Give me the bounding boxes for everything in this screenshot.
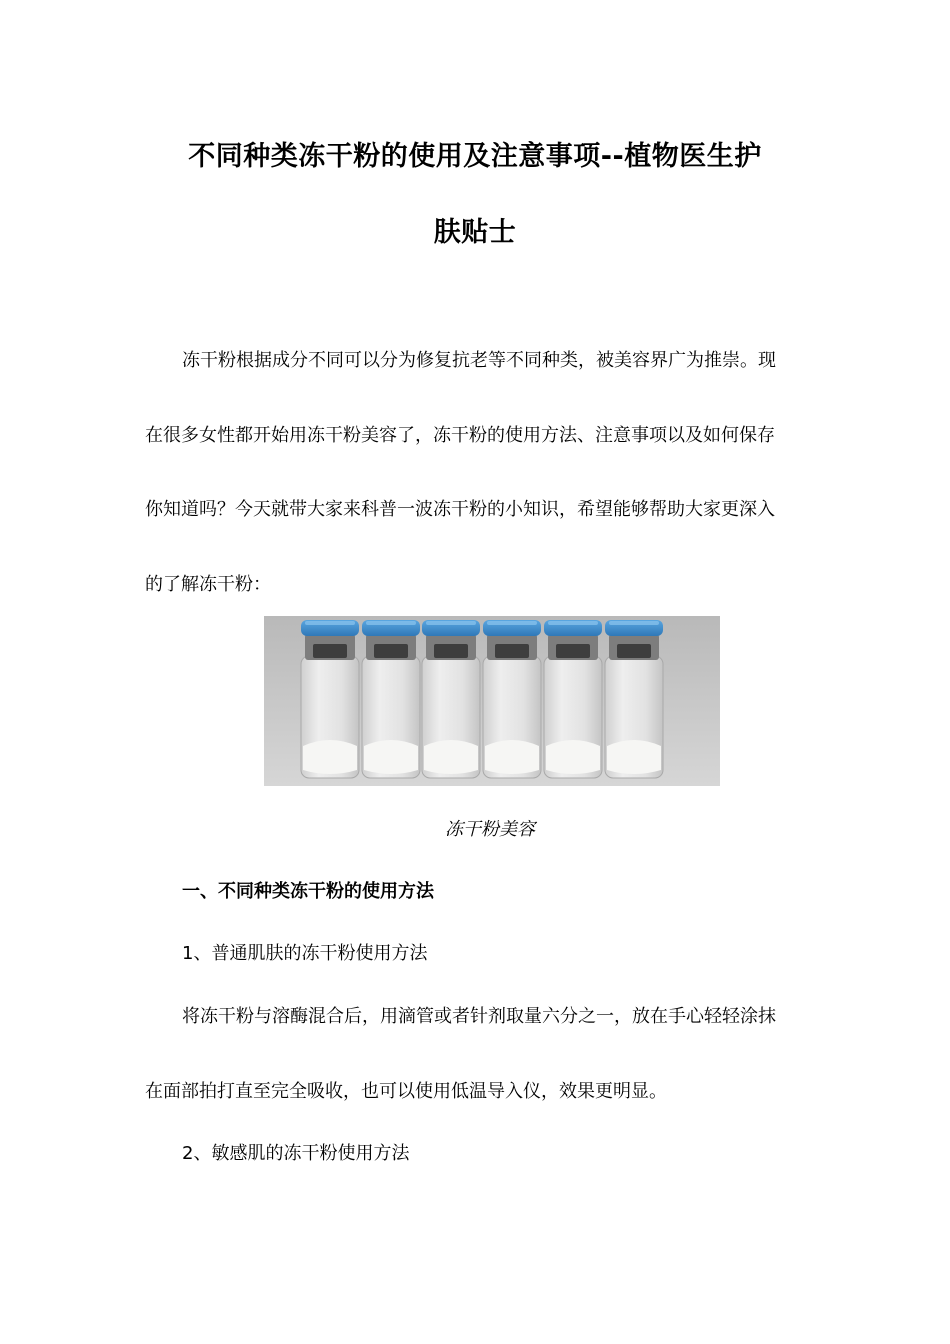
intro-line-1: 冻干粉根据成分不同可以分为修复抗老等不同种类，被美容界广为推崇。现 — [182, 350, 776, 371]
subsection-2-heading: 2、敏感肌的冻干粉使用方法 — [182, 1143, 410, 1164]
vial-1 — [301, 620, 359, 778]
document-title-line-2: 肤贴士 — [433, 217, 517, 248]
document-title-line-1: 不同种类冻干粉的使用及注意事项--植物医生护 — [188, 141, 762, 172]
intro-line-3: 你知道吗？今天就带大家来科普一波冻干粉的小知识，希望能够帮助大家更深入 — [145, 499, 775, 520]
intro-line-4: 的了解冻干粉： — [145, 574, 271, 595]
freeze-dried-powder-vials-photo — [264, 616, 720, 786]
subsection-1-heading: 1、普通肌肤的冻干粉使用方法 — [182, 943, 428, 964]
vial-3 — [422, 620, 480, 778]
image-caption: 冻干粉美容 — [445, 819, 535, 840]
section-1-heading: 一、不同种类冻干粉的使用方法 — [182, 881, 434, 902]
subsection-1-body-line-1: 将冻干粉与溶酶混合后，用滴管或者针剂取量六分之一，放在手心轻轻涂抹 — [182, 1006, 776, 1027]
subsection-1-body-line-2: 在面部拍打直至完全吸收，也可以使用低温导入仪，效果更明显。 — [145, 1081, 667, 1102]
vial-5 — [544, 620, 602, 778]
vial-2 — [362, 620, 420, 778]
intro-line-2: 在很多女性都开始用冻干粉美容了，冻干粉的使用方法、注意事项以及如何保存 — [145, 425, 775, 446]
vial-4 — [483, 620, 541, 778]
vial-6 — [605, 620, 663, 778]
